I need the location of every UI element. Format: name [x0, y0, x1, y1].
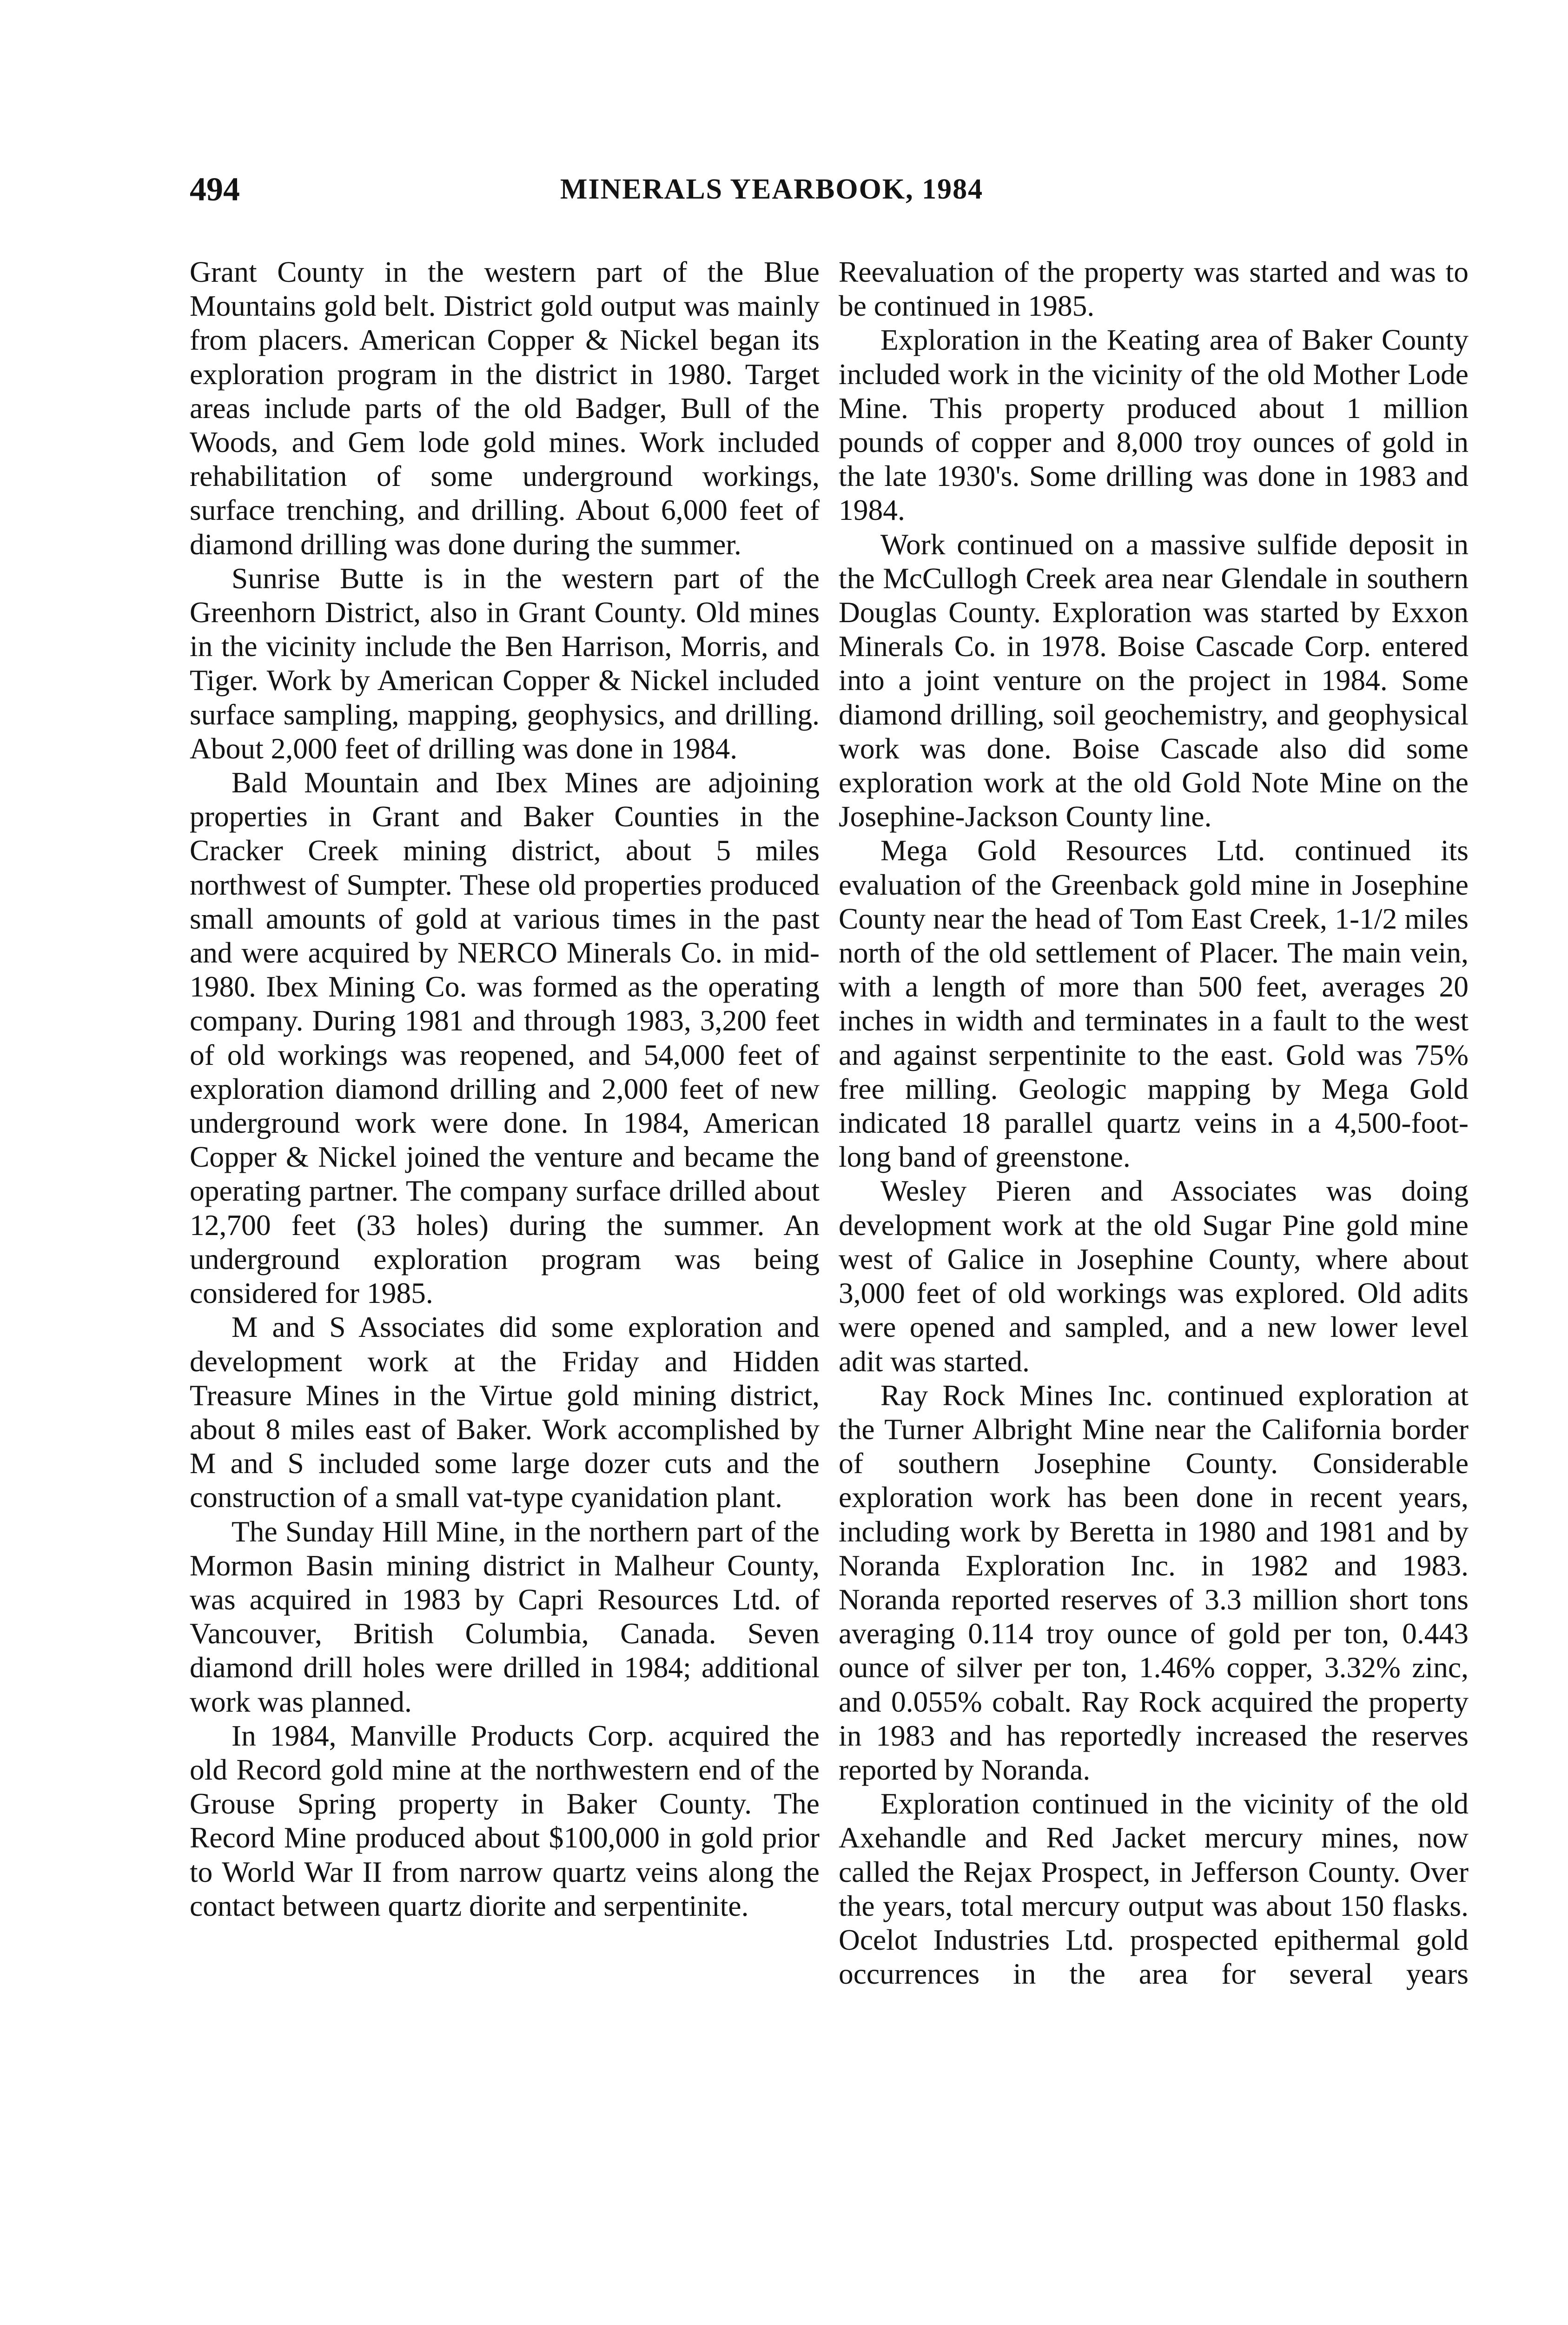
paragraph: Ray Rock Mines Inc. continued exploration at the Turner Albright Mine near the California border of southern Josephine County. Considerable exploration work has been done in recent years, including work by Beretta in 1980 and 1981 and by Noranda Exploration Inc. in 1982 and 1983. Noranda reported reserves of 3.3 million short tons averaging 0.114 troy ounce of gold per ton, 0.443 ounce of silver per ton, 1.46% copper, 3.32% zinc, and 0.055% cobalt. Ray Rock acquired the property in 1983 and has reportedly increased the reserves reported by Noranda.	[839, 1378, 1469, 1786]
right-column	[839, 255, 1469, 1991]
paragraph: In 1984, Manville Products Corp. acquired the old Record gold mine at the northwestern end of the Grouse Spring property in Baker County. The Record Mine produced about $100,000 in gold prior to World War II from narrow quartz veins along the contact between quartz diorite and serpentinite.	[190, 1719, 820, 1922]
page-header	[0, 168, 1568, 210]
paragraph: Exploration continued in the vicinity of the old Axehandle and Red Jacket mercury mines, now called the Rejax Prospect, in Jefferson County. Over the years, total mercury output was about 150 flasks. Ocelot Industries Ltd. prospected epithermal gold occurrences in the area for several years	[839, 1787, 1469, 1991]
paragraph: Grant County in the western part of the Blue Mountains gold belt. District gold output was mainly from placers. American Copper & Nickel began its exploration program in the district in 1980. Target areas include parts of the old Badger, Bull of the Woods, and Gem lode gold mines. Work included rehabilitation of some underground workings, surface trenching, and drilling. About 6,000 feet of diamond drilling was done during the summer.	[190, 255, 820, 561]
paragraph: The Sunday Hill Mine, in the northern part of the Mormon Basin mining district in Malheur County, was acquired in 1983 by Capri Resources Ltd. of Vancouver, British Columbia, Canada. Seven diamond drill holes were drilled in 1984; additional work was planned.	[190, 1515, 820, 1718]
paragraph: Wesley Pieren and Associates was doing development work at the old Sugar Pine gold mine west of Galice in Josephine County, where about 3,000 feet of old workings was explored. Old adits were opened and sampled, and a new lower level adit was started.	[839, 1174, 1469, 1378]
paragraph: Mega Gold Resources Ltd. continued its evaluation of the Greenback gold mine in Josephine County near the head of Tom East Creek, 1-1/2 miles north of the old settlement of Placer. The main vein, with a length of more than 500 feet, averages 20 inches in width and terminates in a fault to the west and against serpentinite to the east. Gold was 75% free milling. Geologic mapping by Mega Gold indicated 18 parallel quartz veins in a 4,500-foot-long band of greenstone.	[839, 834, 1469, 1174]
paragraph: Reevaluation of the property was started and was to be continued in 1985.	[839, 255, 1469, 323]
paragraph: M and S Associates did some exploration and development work at the Friday and Hidden Treasure Mines in the Virtue gold mining district, about 8 miles east of Baker. Work accomplished by M and S included some large dozer cuts and the construction of a small vat-type cyanidation plant.	[190, 1310, 820, 1514]
page-number: 494	[190, 171, 240, 208]
paragraph: Sunrise Butte is in the western part of the Greenhorn District, also in Grant County. Old mines in the vicinity include the Ben Harrison, Morris, and Tiger. Work by American Copper & Nickel included surface sampling, mapping, geophysics, and drilling. About 2,000 feet of drilling was done in 1984.	[190, 561, 820, 765]
running-title: MINERALS YEARBOOK, 1984	[560, 173, 984, 205]
paragraph: Exploration in the Keating area of Baker County included work in the vicinity of the old Mother Lode Mine. This property produced about 1 million pounds of copper and 8,000 troy ounces of gold in the late 1930's. Some drilling was done in 1983 and 1984.	[839, 323, 1469, 527]
paragraph: Bald Mountain and Ibex Mines are adjoining properties in Grant and Baker Counties in the Cracker Creek mining district, about 5 miles northwest of Sumpter. These old properties produced small amounts of gold at various times in the past and were acquired by NERCO Minerals Co. in mid-1980. Ibex Mining Co. was formed as the operating company. During 1981 and through 1983, 3,200 feet of old workings was reopened, and 54,000 feet of exploration diamond drilling and 2,000 feet of new underground work were done. In 1984, American Copper & Nickel joined the venture and became the operating partner. The company surface drilled about 12,700 feet (33 holes) during the summer. An underground exploration program was being considered for 1985.	[190, 766, 820, 1310]
left-column	[190, 255, 820, 1923]
paragraph: Work continued on a massive sulfide deposit in the McCullogh Creek area near Glendale in southern Douglas County. Exploration was started by Exxon Minerals Co. in 1978. Boise Cascade Corp. entered into a joint venture on the project in 1984. Some diamond drilling, soil geochemistry, and geophysical work was done. Boise Cascade also did some exploration work at the old Gold Note Mine on the Josephine-Jackson County line.	[839, 527, 1469, 833]
